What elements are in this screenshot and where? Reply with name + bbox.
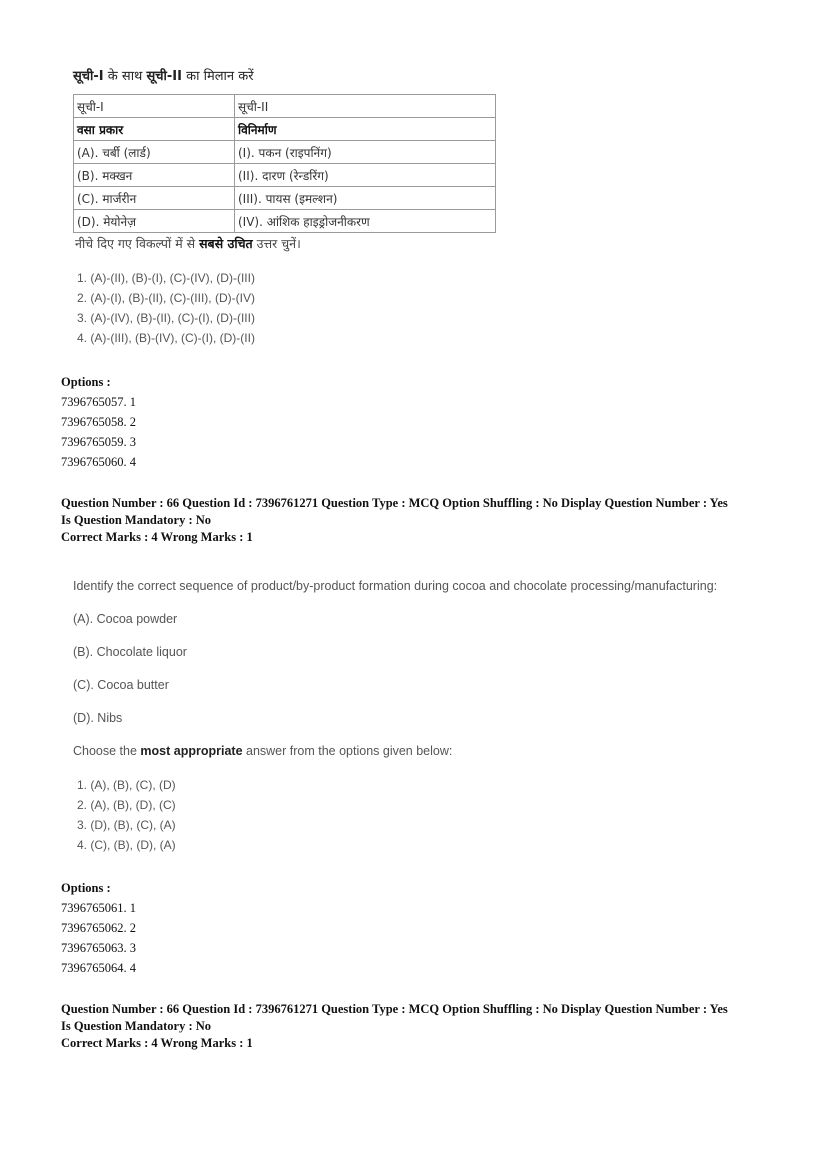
table-header-row [74,95,496,118]
question-2-image [73,577,793,855]
question-2-choices [73,775,793,855]
meta-line: Question Number : 66 Question Id : 7396761271 Question Type : MCQ Option Shuffling : No Display Question Number : Yes [61,1002,728,1016]
option-id: 7396765064. 4 [61,961,136,975]
meta-line: Correct Marks : 4 Wrong Marks : 1 [61,1036,253,1050]
instruction-end: उत्तर चुनें। [252,236,301,251]
option-id: 7396765062. 2 [61,921,136,935]
table-header-cell: सूची-I [74,95,235,118]
options-label: Options : [61,881,111,895]
table-cell: (I). पकन (राइपनिंग) [235,141,496,164]
meta-line: Question Number : 66 Question Id : 7396761271 Question Type : MCQ Option Shuffling : No Display Question Number : Yes [61,496,728,510]
option-id: 7396765057. 1 [61,395,136,409]
choice-item: 1. (A)-(II), (B)-(I), (C)-(IV), (D)-(III) [77,271,255,285]
sequence-item: (D). Nibs [73,711,123,725]
table-cell: (A). चर्बी (लार्ड) [74,141,235,164]
option-id: 7396765060. 4 [61,455,136,469]
meta-line: Correct Marks : 4 Wrong Marks : 1 [61,530,253,544]
table-row [74,164,496,187]
option-id: 7396765061. 1 [61,901,136,915]
question-1-choices [73,268,773,348]
table-cell: (B). मक्खन [74,164,235,187]
instruction-start: Choose the [73,744,141,758]
choice-item: 4. (C), (B), (D), (A) [77,838,176,852]
option-id: 7396765058. 2 [61,415,136,429]
sequence-item: (A). Cocoa powder [73,612,178,626]
meta-line: Is Question Mandatory : No [61,513,212,527]
choice-item: 2. (A), (B), (D), (C) [77,798,176,812]
question-1-image [73,66,773,348]
question-1-instruction [75,235,773,252]
choice-item: 4. (A)-(III), (B)-(IV), (C)-(I), (D)-(II) [77,331,255,345]
table-row [74,187,496,210]
instruction-end: answer from the options given below: [242,744,453,758]
table-cell: (III). पायस (इमल्शन) [235,187,496,210]
title-end: का मिलान करें [181,69,254,84]
meta-line: Is Question Mandatory : No [61,1019,212,1033]
instruction-start: नीचे दिए गए विकल्पों में से [75,236,200,251]
title-connector: के साथ [103,69,147,84]
question-meta-2 [61,1001,781,1052]
instruction-emphasis: सबसे उचित [199,236,253,251]
options-label: Options : [61,375,111,389]
table-cell: (D). मेयोनेज़ [74,210,235,233]
choice-item: 3. (A)-(IV), (B)-(II), (C)-(I), (D)-(III) [77,311,255,325]
choice-item: 3. (D), (B), (C), (A) [77,818,176,832]
sequence-item: (B). Chocolate liquor [73,645,187,659]
question-meta-1 [61,495,781,546]
sequence-item: (C). Cocoa butter [73,678,169,692]
option-id: 7396765063. 3 [61,941,136,955]
question-2-stem: Identify the correct sequence of product/by-product formation during cocoa and chocolate processing/manufacturing: [73,579,718,593]
title-list-2: सूची-II [146,69,182,84]
table-row [74,141,496,164]
instruction-emphasis: most appropriate [140,744,243,758]
table-header-cell: सूची-II [235,95,496,118]
choice-item: 1. (A), (B), (C), (D) [77,778,176,792]
table-cell: (IV). आंशिक हाइड्रोजनीकरण [235,210,496,233]
table-cell: (C). मार्जरीन [74,187,235,210]
option-id: 7396765059. 3 [61,435,136,449]
table-row [74,210,496,233]
table-subheader-cell: वसा प्रकार [74,118,235,141]
choice-item: 2. (A)-(I), (B)-(II), (C)-(III), (D)-(IV) [77,291,255,305]
match-table [73,94,496,233]
question-2-instruction [73,742,793,775]
question-1-options [61,372,136,472]
table-cell: (II). दारण (रेन्डरिंग) [235,164,496,187]
question-1-title [73,66,773,84]
table-subheader-row [74,118,496,141]
title-list-1: सूची-I [73,69,104,84]
question-2-options [61,878,136,978]
table-subheader-cell: विनिर्माण [235,118,496,141]
